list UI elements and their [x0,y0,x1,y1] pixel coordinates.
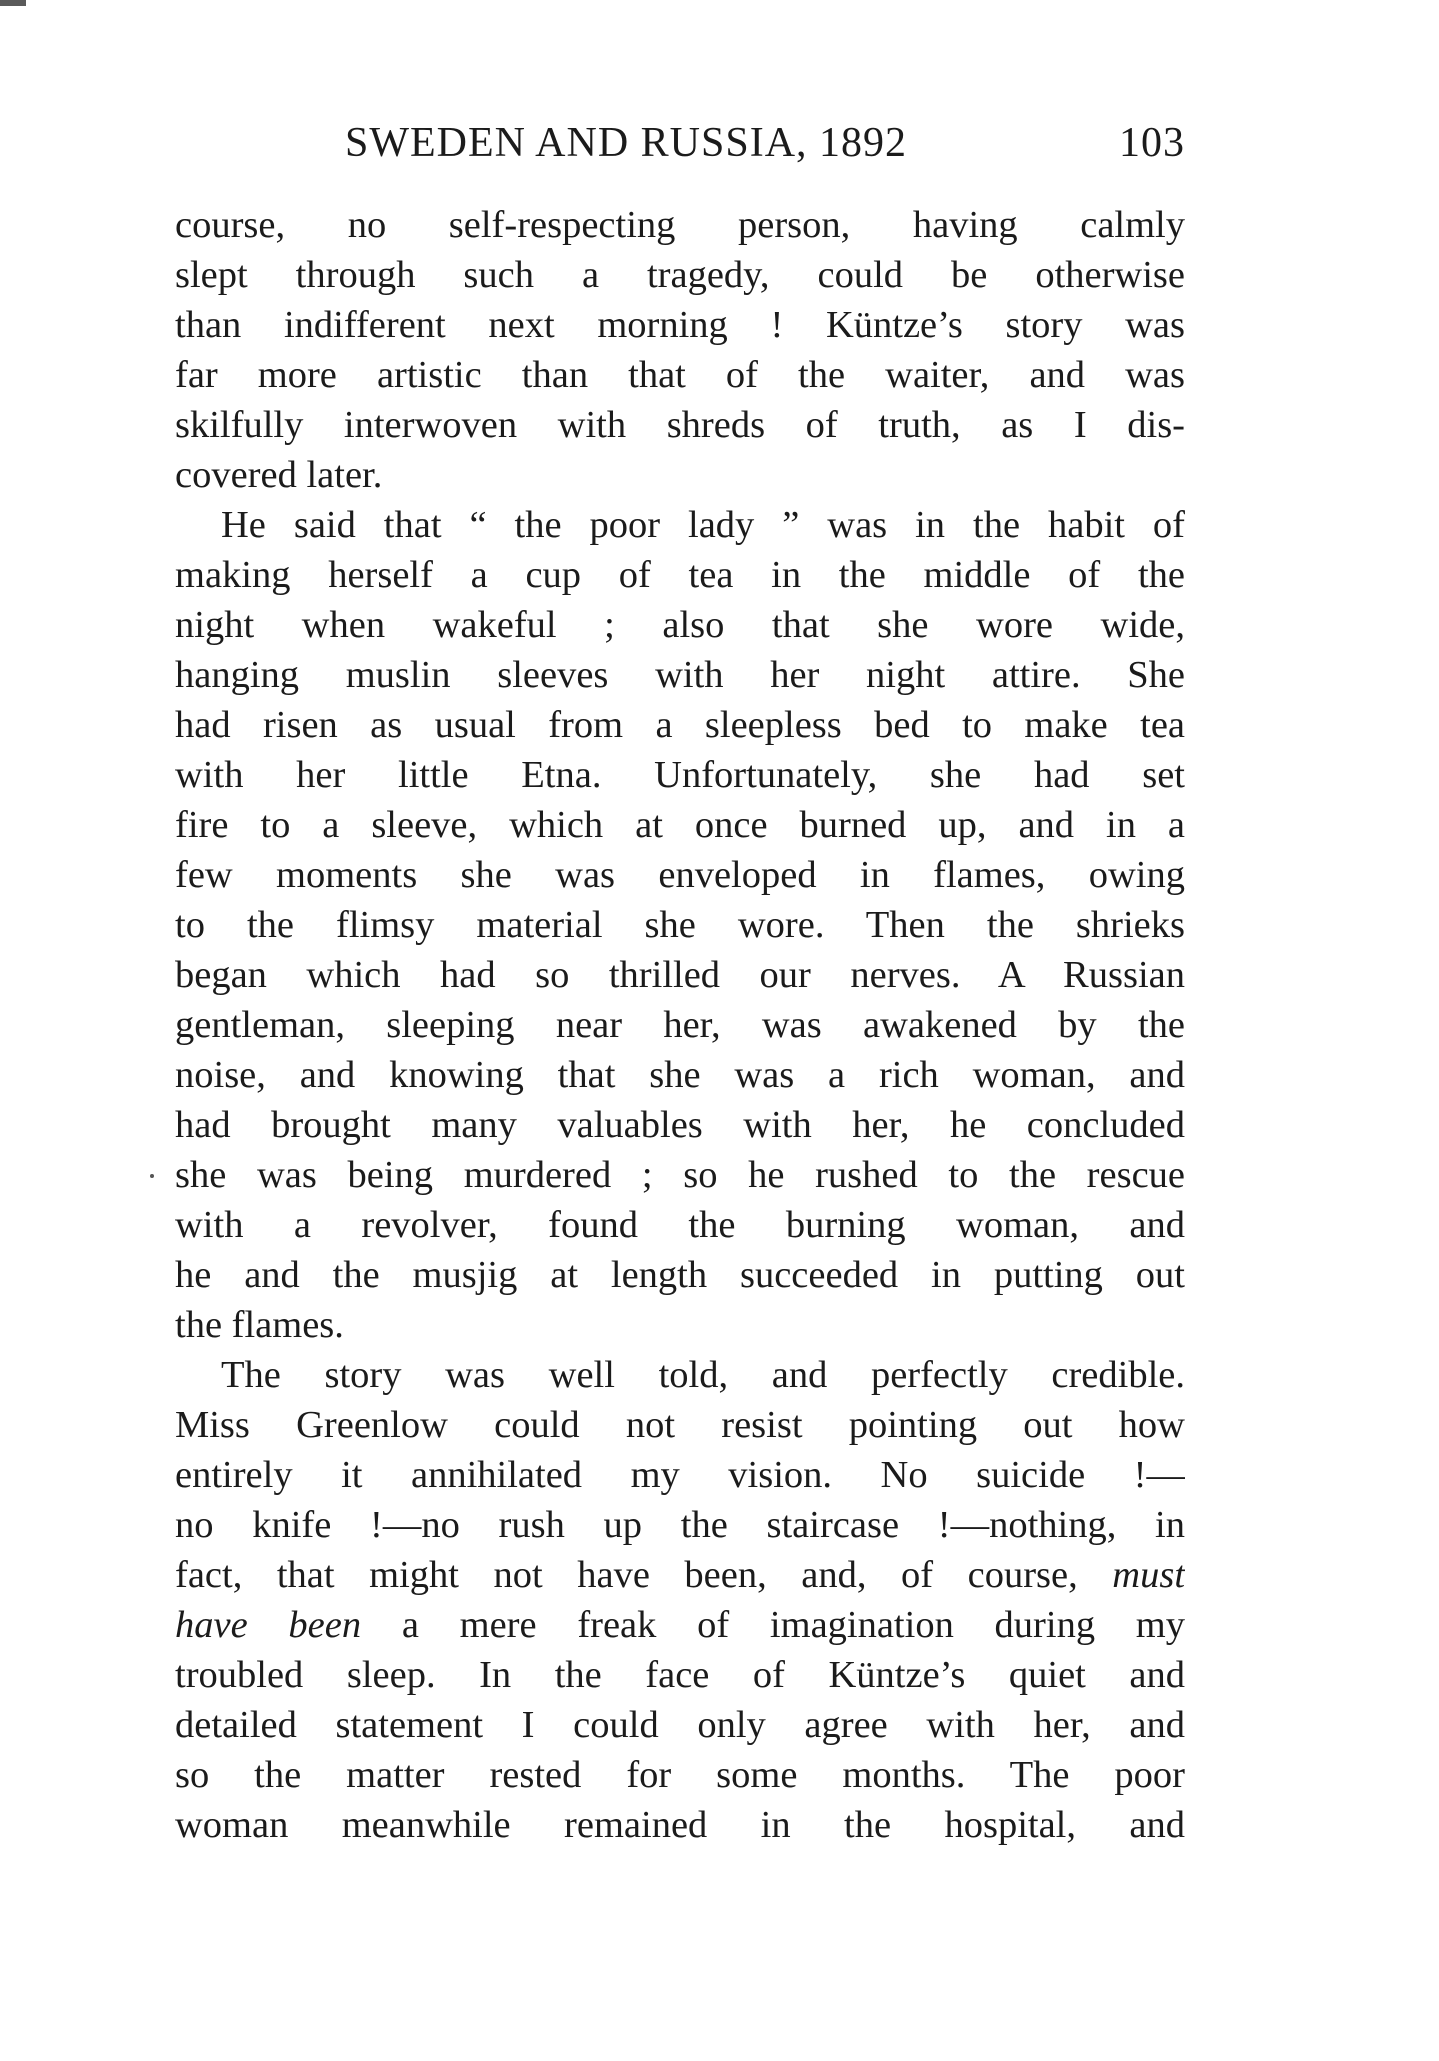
text-line: entirely it annihilated my vision. No suicide !— [175,1454,1185,1496]
text-line: course, no self-respecting person, having calmly [175,204,1185,246]
text-line: night when wakeful ; also that she wore wide, [175,604,1185,646]
text-line: than indifferent next morning ! Küntze’s story was [175,304,1185,346]
text-line: began which had so thrilled our nerves. A Russian [175,954,1185,996]
text-line: with a revolver, found the burning woman, and [175,1204,1185,1246]
italic-emphasis: have been [175,1604,362,1646]
text-line: making herself a cup of tea in the middle of the [175,554,1185,596]
text-line: to the flimsy material she wore. Then the shrieks [175,904,1185,946]
paragraph-end-line: covered later. [175,454,383,496]
paragraph-start-line: He said that “ the poor lady ” was in the habit of [221,504,1185,546]
text-line: skilfully interwoven with shreds of truth, as I dis- [175,404,1185,446]
text-line: hanging muslin sleeves with her night attire. She [175,654,1185,696]
text-line: fire to a sleeve, which at once burned up, and in a [175,804,1185,846]
text-line: she was being murdered ; so he rushed to the rescue [175,1154,1185,1196]
text-line: far more artistic than that of the waiter, and was [175,354,1185,396]
text-line-with-italic [175,1550,1185,1600]
text-line: so the matter rested for some months. The poor [175,1754,1185,1796]
text-line: with her little Etna. Unfortunately, she had set [175,754,1185,796]
running-title: SWEDEN AND RUSSIA, 1892 [345,120,908,166]
text-line: had brought many valuables with her, he concluded [175,1104,1185,1146]
text-line: few moments she was enveloped in flames, owing [175,854,1185,896]
body-text [175,200,1185,1850]
text-line: detailed statement I could only agree with her, and [175,1704,1185,1746]
text-line: he and the musjig at length succeeded in putting out [175,1254,1185,1296]
text-line: slept through such a tragedy, could be otherwise [175,254,1185,296]
text-line-with-italic [175,1600,1185,1650]
text-line: had risen as usual from a sleepless bed to make tea [175,704,1185,746]
page-number: 103 [1119,120,1185,166]
text-line: noise, and knowing that she was a rich woman, and [175,1054,1185,1096]
text-line: no knife !—no rush up the staircase !—nothing, in [175,1504,1185,1546]
scan-corner-mark [0,0,26,6]
text-fragment: fact, that might not have been, and, of course, [175,1554,1078,1596]
text-line: woman meanwhile remained in the hospital, and [175,1804,1185,1846]
italic-emphasis: must [1112,1554,1185,1596]
margin-dot [150,1174,154,1178]
text-line: troubled sleep. In the face of Küntze’s quiet and [175,1654,1185,1696]
paragraph-end-line: the flames. [175,1304,344,1346]
running-head [175,118,1185,168]
text-fragment: a mere freak of imagination during my [401,1604,1185,1646]
text-line: gentleman, sleeping near her, was awakened by the [175,1004,1185,1046]
text-line: Miss Greenlow could not resist pointing out how [175,1404,1185,1446]
paragraph-start-line: The story was well told, and perfectly credible. [221,1354,1185,1396]
